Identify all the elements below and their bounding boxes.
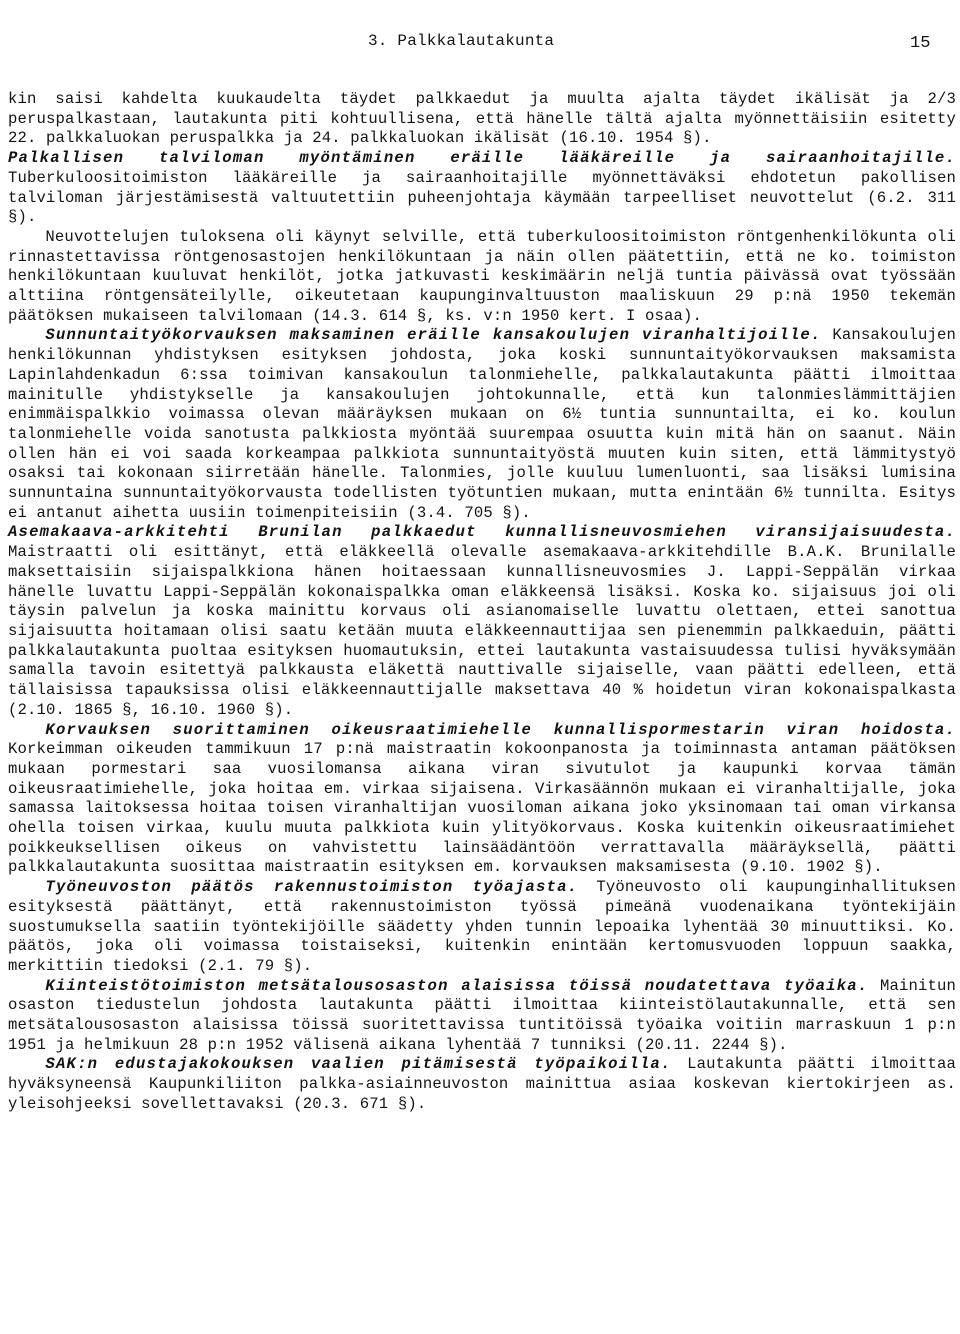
paragraph	[8, 878, 956, 977]
page-header	[0, 30, 960, 60]
section-heading: Kiinteistötoimiston metsätalousosaston alaisissa töissä noudatettava työaika.	[45, 976, 869, 995]
page-number: 15	[910, 34, 931, 53]
section-heading: Sunnuntaityökorvauksen maksaminen eräille kansakoulujen viranhaltijoille.	[45, 326, 822, 345]
paragraph-text: Työneuvosto oli kaupunginhallituksen esityksestä päättänyt, että rakennustoimiston työssä pimeänä vuodenaikana työntekijäin suostumuksella saatiin työntekijöille säädetty yhden tunnin lepoaika lyhentää 30 minuuttiksi. Ko. päätös, joka oli voimassa toistaiseksi, kuitenkin enintään kertomusvuoden loppuun saakka, merkittiin tiedoksi (2.1. 79 §).	[8, 878, 957, 975]
paragraph-text: Kansakoulujen henkilökunnan yhdistyksen esityksen johdosta, joka koski sunnuntaityökorvauksen maksamista Lapinlahdenkadun 6:ssa toimivan kansakoulun talonmiehelle, palkkalautakunta päätti ilmoittaa mainitulle yhdistykselle ja kansakoulujen johtokunnalle, että kun talonmieslämmittäjien enimmäispalkkio voimassa olevan määräyksen mukaan on 6½ tuntia sunnuntailta, ei ko. koulun talonmiehelle voida sanotusta palkkiosta myöntää suurempaa osuutta kuin mitä hän on saanut. Näin ollen hän ei voi saada korkeampaa palkkiota sunnuntaityöstä muuten kuin siten, että lämmitystyö osaksi tai kokonaan siirretään hänelle. Talonmies, jolle kuuluu lumenluonti, saa lisäksi lumisina sunnuntaina sunnuntaityökorvausta todellisten työtuntien mukaan, mutta enintään 6½ tunnilta. Esitys ei antanut aihetta uusiin toimenpiteisiin (3.4. 705 §).	[8, 326, 956, 522]
paragraph-text: Korkeimman oikeuden tammikuun 17 p:nä maistraatin kokoonpanosta ja toiminnasta antaman päätöksen mukaan pormestari saa vuosilomansa aikana viran sivutulot ja kaupunki korvaa tämän oikeusraatimiehelle, joka hoitaa em. virkaa sijaisena. Virkasäännön mukaan ei viranhaltijalle, joka samassa laitoksessa hoitaa toisen viranhaltijan vuosiloman aikana joko yksinomaan tai oman virkansa ohella toisen virkaa, kuulu muuta palkkiota kuin ylityökorvaus. Koska kuitenkin oikeusraatimiehet poikkeuksellisen oikeus on vahvistettu lainsäädäntöön verrattavalla määräyksellä, päätti palkkalautakunta suosittaa maistraatin esityksen em. korvauksen maksamisesta (9.10. 1902 §).	[8, 740, 956, 877]
section-heading: Työneuvoston päätös rakennustoimiston työajasta.	[45, 878, 579, 897]
paragraph	[8, 721, 956, 879]
paragraph	[8, 326, 956, 523]
paragraph-text: Tuberkuloositoimiston lääkäreille ja sairaanhoitajille myönnettäväksi ehdotetun pakollisen talviloman järjestämisestä valtuutettiin puheenjohtaja käymään tarpeelliset neuvottelut (6.2. 311 §).	[8, 168, 956, 227]
paragraph-text: kin saisi kahdelta kuukaudelta täydet palkkaedut ja muulta ajalta täydet ikälisät ja 2/3 peruspalkastaan, lautakunta piti kohtuullisena, että hänelle tältä ajalta myönnettäisiin esitetty 22. palkkaluokan peruspalkka ja 24. palkkaluokan ikälisät (16.10. 1954 §).	[8, 90, 956, 148]
paragraph	[8, 977, 956, 1056]
section-heading: SAK:n edustajakokouksen vaalien pitämisestä työpaikoilla.	[45, 1055, 672, 1074]
paragraph	[8, 228, 956, 327]
paragraph-text: Neuvottelujen tuloksena oli käynyt selville, että tuberkuloositoimiston röntgenhenkilökunta oli rinnastettavissa röntgenosastojen henkilökuntaan ja näin ollen päätettiin, että ne ko. toimiston henkilökuntaan kuuluvat henkilöt, jotka jatkuvasti keskimäärin neljä tuntia päivässä ovat työssään alttiina röntgensäteilylle, oikeutetaan kaupunginvaltuuston maaliskuun 29 p:nä 1950 tekemän päätöksen mukaiseen talvilomaan (14.3. 614 §, ks. v:n 1950 kert. I osaa).	[8, 227, 956, 325]
document-body	[8, 90, 956, 1115]
paragraph-text: Mainitun osaston tiedustelun johdosta lautakunta päätti ilmoittaa kiinteistölautakunnalle, että sen metsätalousosaston alaisissa töissä suoritettavissa tuntitöissä työaika voitiin marraskuun 1 p:n 1951 ja helmikuun 28 p:n 1952 välisenä aikana lyhentää 7 tunniksi (20.11. 2244 §).	[8, 976, 956, 1054]
paragraph-text: Maistraatti oli esittänyt, että eläkkeellä olevalle asemakaava-arkkitehdille B.A.K. Brunilalle maksettaisiin sijaispalkkiona hänen hoitaessaan kunnallisneuvosmies J. Lappi-Seppälän virkaa hänelle luvattu Lappi-Seppälän kokonaispalkka oman eläkkeensä lisäksi. Koska ko. sijaisuus joi oli täysin palvelun ja koska mainittu korvaus oli asianomaiselle luvattu olettaen, ettei sanottua sijaisuutta hoitamaan olisi saatu ketään muuta eläkkeennauttijaa sen pienemmin palkkaeduin, päätti palkkalautakunta puoltaa esityksen huomautuksin, ettei lautakunta vastaisuudessa tulisi hyväksymään samalla tavoin esitettyä palkkausta eläkettä nauttivalle sijaiselle, vaan päätti edelleen, että tällaisissa tapauksissa olisi eläkkeennauttijalle maksettava 40 % hoidetun viran kokonaispalkasta (2.10. 1865 §, 16.10. 1960 §).	[8, 543, 956, 719]
running-head: 3. Palkkalautakunta	[368, 32, 555, 50]
paragraph	[8, 90, 956, 149]
section-heading: Asemakaava-arkkitehti Brunilan palkkaedut kunnallisneuvosmiehen viransijaisuudesta.	[8, 523, 956, 542]
section-heading: Korvauksen suorittaminen oikeusraatimiehelle kunnallispormestarin viran hoidosta.	[45, 720, 956, 739]
paragraph-text: Lautakunta päätti ilmoittaa hyväksyneensä Kaupunkiliiton palkka-asiainneuvoston mainittua asiaa koskevan kiertokirjeen as. yleisohjeeksi sovellettavaksi (20.3. 671 §).	[8, 1055, 956, 1113]
paragraph	[8, 1055, 956, 1114]
paragraph	[8, 149, 956, 228]
paragraph	[8, 523, 956, 720]
section-heading: Palkallisen talviloman myöntäminen eräille lääkäreille ja sairaanhoitajille.	[8, 149, 956, 168]
